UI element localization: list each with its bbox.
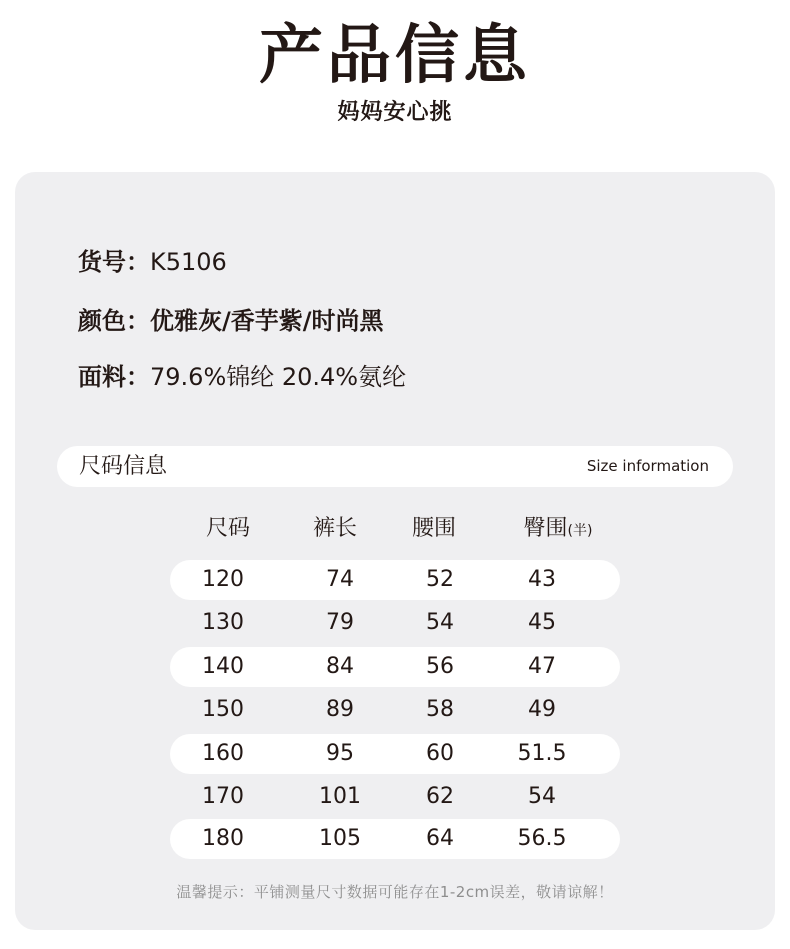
table-cell: 74 [326,567,354,592]
table-cell: 54 [426,610,454,635]
table-cell: 170 [202,784,244,809]
table-cell: 130 [202,610,244,635]
size-info-title-en: Size information [586,457,709,475]
table-cell: 56 [426,654,454,679]
spec-fabric-value: 79.6%锦纶 20.4%氨纶 [150,363,407,391]
table-cell: 95 [326,741,354,766]
table-row [170,734,620,774]
column-header-waist: 腰围 [411,516,457,541]
table-cell: 52 [426,567,454,592]
spec-color-label: 颜色： [78,307,150,335]
table-cell: 160 [202,741,244,766]
column-header-length: 裤长 [312,516,358,541]
table-cell: 49 [528,697,556,722]
spec-item-number-label: 货号： [78,248,150,276]
measurement-note: 温馨提示：平铺测量尺寸数据可能存在1-2cm误差，敬请谅解！ [176,883,614,901]
table-cell: 60 [426,741,454,766]
spec-fabric [78,360,406,394]
table-row [170,647,620,687]
table-cell: 58 [426,697,454,722]
spec-item-number-value: K5106 [150,248,227,276]
column-header-hip [524,512,593,548]
column-header-hip-unit: (半) [567,523,593,539]
size-table-header [0,512,790,546]
page-title: 产品信息 [259,19,531,93]
spec-item-number [78,245,227,279]
table-cell: 64 [426,826,454,851]
table-cell: 140 [202,654,244,679]
table-cell: 45 [528,610,556,635]
table-cell: 79 [326,610,354,635]
table-cell: 180 [202,826,244,851]
column-header-size: 尺码 [205,516,251,541]
table-row [170,819,620,859]
page-subtitle: 妈妈安心挑 [337,100,453,125]
table-cell: 43 [528,567,556,592]
table-cell: 89 [326,697,354,722]
table-cell: 101 [319,784,361,809]
table-cell: 84 [326,654,354,679]
table-cell: 120 [202,567,244,592]
table-row [170,603,620,643]
table-row [170,560,620,600]
table-cell: 150 [202,697,244,722]
table-row [170,690,620,730]
size-info-title: 尺码信息 [79,454,168,479]
spec-fabric-label: 面料： [78,363,150,391]
spec-color [78,304,384,338]
column-header-hip-label: 臀围 [523,516,568,541]
size-info-header [57,446,733,487]
table-cell: 62 [426,784,454,809]
table-cell: 56.5 [517,826,567,851]
table-cell: 105 [319,826,361,851]
table-row [170,777,620,817]
spec-color-value: 优雅灰/香芋紫/时尚黑 [150,307,384,335]
table-cell: 51.5 [517,741,567,766]
table-cell: 47 [528,654,556,679]
table-cell: 54 [528,784,556,809]
